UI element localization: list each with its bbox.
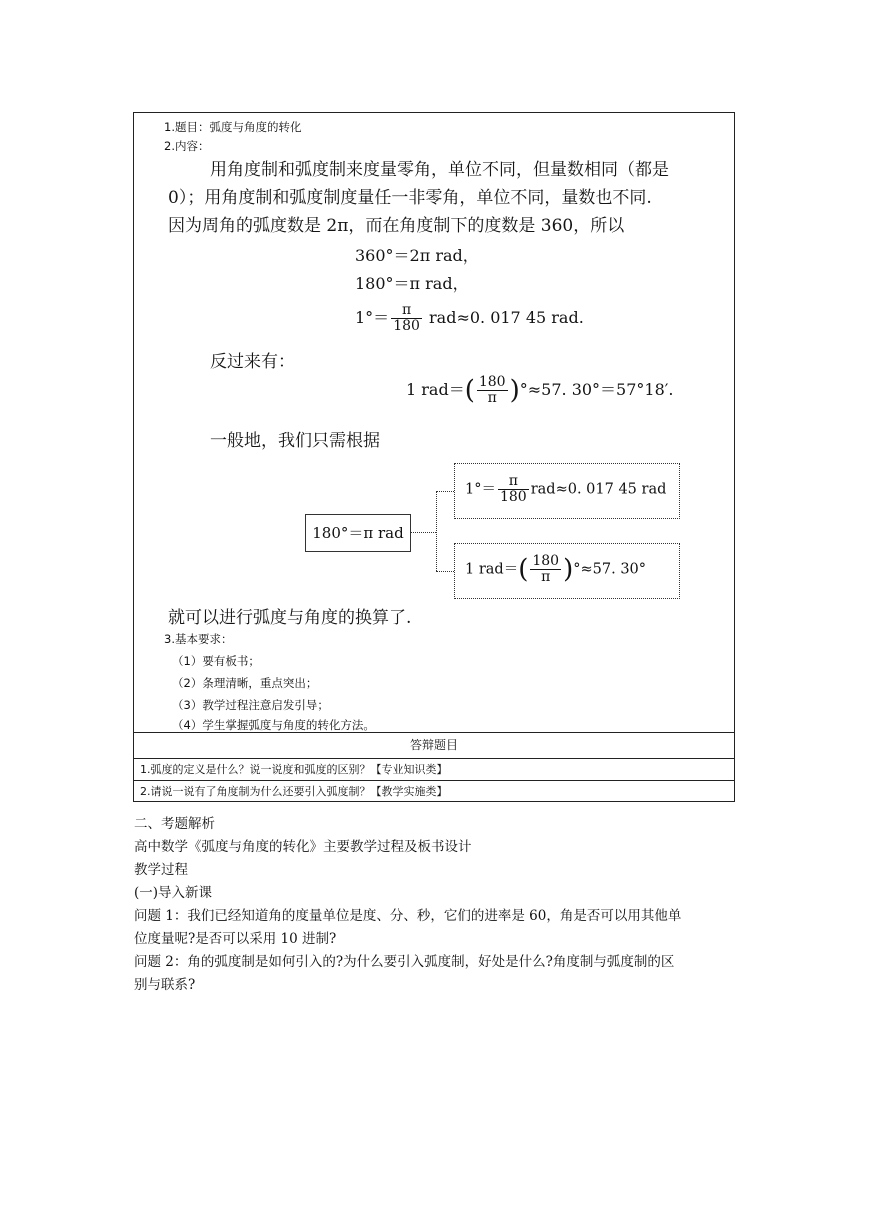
question-1-line-1: 问题 1：我们已经知道角的度量单位是度、分、秒，它们的进率是 60，角是否可以用其他单 [134, 908, 682, 924]
connector-horizontal [411, 532, 436, 533]
general-line: 一般地，我们只需根据 [210, 431, 380, 451]
scan-line-2: 0）；用角度制和弧度制度量任一非零角，单位不同，量数也不同. [168, 188, 652, 208]
connector-top [436, 491, 454, 492]
main-formula-box: 180°＝π rad [305, 514, 411, 552]
intro-heading: (一)导入新课 [134, 885, 213, 901]
question-2-line-1: 问题 2：角的弧度制是如何引入的?为什么要引入弧度制，好处是什么?角度制与弧度制的区 [134, 954, 675, 970]
content-label: 2.内容： [164, 139, 210, 153]
rad-to-degree-box: 1 rad＝( $\frac{180}{\pi}$ )°≈57. 30° [454, 543, 680, 599]
exam-table [133, 112, 735, 802]
requirement-item: （1）要有板书； [172, 654, 260, 668]
topic-cell [134, 113, 734, 733]
requirement-item: （3）教学过程注意启发引导； [172, 698, 329, 712]
conclusion-line: 就可以进行弧度与角度的换算了. [168, 608, 412, 628]
equation-360: 360°＝2π rad， [355, 246, 479, 265]
textbook-scan [168, 151, 728, 631]
scan-line-1: 用角度制和弧度制来度量零角，单位不同，但量数相同（都是 [210, 160, 669, 180]
requirement-item: （2）条理清晰，重点突出； [172, 676, 318, 690]
answer-header: 答辩题目 [134, 733, 734, 759]
equation-180: 180°＝π rad， [355, 274, 469, 293]
section-heading: 二、考题解析 [134, 816, 215, 832]
requirement-item: （4）学生掌握弧度与角度的转化方法。 [172, 718, 375, 732]
requirements-label: 3.基本要求： [164, 632, 233, 646]
topic-label: 1.题目：弧度与角度的转化 [164, 120, 302, 134]
equation-1-degree: 1°＝ $\frac{\pi}{180}$ rad≈0. 017 45 rad. [355, 302, 584, 334]
question-2-line-2: 别与联系? [134, 977, 196, 993]
degree-to-rad-box: 1°＝ $\frac{\pi}{180}$ rad≈0. 017 45 rad [454, 463, 680, 519]
process-heading: 教学过程 [134, 862, 188, 878]
connector-bottom [436, 571, 454, 572]
question-row: 2.请说一说有了角度制为什么还要引入弧度制？【教学实施类】 [140, 785, 448, 798]
scan-line-3: 因为周角的弧度数是 2π，而在角度制下的度数是 360，所以 [168, 216, 625, 236]
question-row: 1.弧度的定义是什么？说一说度和弧度的区别？【专业知识类】 [134, 759, 734, 781]
equation-1-rad: 1 rad＝( $\frac{180}{\pi}$ )°≈57. 30°＝57°18′. [406, 374, 674, 406]
question-1-line-2: 位度量呢?是否可以采用 10 进制? [134, 931, 337, 947]
lesson-title: 高中数学《弧度与角度的转化》主要教学过程及板书设计 [134, 839, 472, 855]
reverse-label: 反过来有： [210, 352, 295, 372]
connector-vertical [436, 491, 437, 571]
